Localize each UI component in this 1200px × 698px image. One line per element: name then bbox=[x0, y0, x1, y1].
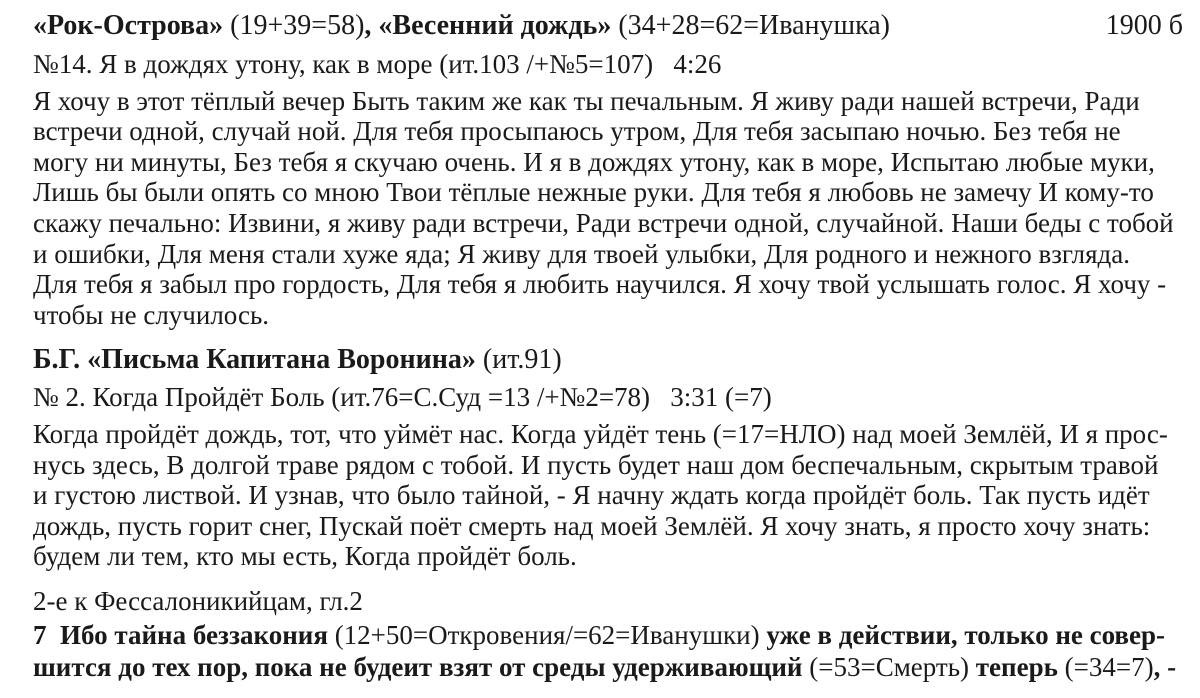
lyrics-line: могу ни минуты, Без тебя я скучаю очень. И я в дождях утону, как в море, Испытаю любые муки, bbox=[33, 146, 1155, 177]
lyrics-line: будем ли тем, кто мы есть, Когда пройдёт боль. bbox=[33, 541, 577, 572]
lyrics-line: и ошибки, Для меня стали хуже яда; Я живу для твоей улыбки, Для родного и нежного взгляда. bbox=[33, 238, 1130, 269]
bg-album-header-line bbox=[33, 344, 1183, 375]
verse-bold-run: теперь bbox=[975, 651, 1058, 682]
track-line-14: №14. Я в дождях утону, как в море (ит.103 /+№5=107) 4:26 bbox=[33, 49, 722, 79]
verse-bold-run: шится до тех пор, пока не будеит взят от среды удерживающий bbox=[33, 651, 803, 682]
lyrics-line: встречи одной, случай ной. Для тебя просыпаюсь утром, Для тебя засыпаю ночью. Без тебя не bbox=[33, 116, 1121, 147]
album-calc-1: (19+39=58) bbox=[223, 10, 365, 41]
album-titles bbox=[33, 10, 890, 41]
bg-album-title: Б.Г. «Письма Капитана Воронина» bbox=[33, 344, 476, 376]
lyrics-paragraph-1 bbox=[33, 86, 1183, 331]
verse-line bbox=[33, 651, 1183, 683]
verse-calc-run: (=34=7) bbox=[1057, 651, 1154, 682]
album-title-vesenniy-dozhd: , «Весенний дождь» bbox=[364, 10, 612, 41]
track-line-2: № 2. Когда Пройдёт Боль (ит.76=С.Суд =13 /+№2=78) 3:31 (=7) bbox=[33, 382, 772, 413]
bg-album-calc: (ит.91) bbox=[475, 344, 562, 376]
page-ref: 1900 б bbox=[1105, 10, 1183, 41]
lyrics-line: и густою листвой. И узнав, что было тайной, - Я начну ждать когда пройдёт боль. Так пусть идёт bbox=[33, 480, 1150, 511]
lyrics-line: Когда пройдёт дождь, тот, что уймёт нас. Когда уйдёт тень (=17=НЛО) над моей Землёй, И я прос- bbox=[33, 418, 1168, 449]
lyrics-line: скажу печально: Извини, я живу ради встречи, Ради встречи одной, случайной. Наши беды с тобой bbox=[33, 207, 1174, 238]
album-header-line bbox=[33, 10, 1183, 41]
album-calc-2: (34+28=62=Иванушка) bbox=[611, 10, 891, 41]
lyrics-paragraph-2 bbox=[33, 419, 1183, 572]
lyrics-line: дождь, пусть горит снег, Пускай поёт смерть над моей Землёй. Я хочу знать, я просто хочу знать: bbox=[33, 510, 1151, 541]
verse-calc-run: (12+50=Откровения/=62=Иванушки) bbox=[327, 619, 767, 650]
bible-verse-paragraph bbox=[33, 619, 1183, 683]
lyrics-line: Для тебя я забыл про гордость, Для тебя я любить научился. Я хочу твой услышать голос. Я хочу - bbox=[33, 269, 1167, 300]
lyrics-line: Я хочу в этот тёплый вечер Быть таким же как ты печальным. Я живу ради нашей встречи, Ради bbox=[33, 85, 1140, 116]
verse-bold-run: уже в действии, только не совер- bbox=[766, 619, 1165, 650]
thessalonians-reference-line: 2-е к Фессалоникийцам, гл.2 bbox=[33, 585, 363, 616]
verse-bold-run: , - bbox=[1153, 651, 1177, 682]
lyrics-line: Лишь бы были опять со мною Твои тёплые нежные руки. Для тебя я любовь не замечу И кому-то bbox=[33, 177, 1154, 208]
lyrics-line: чтобы не случилось. bbox=[33, 299, 270, 330]
album-title-rok-ostrova: «Рок-Острова» bbox=[33, 10, 224, 41]
verse-bold-run: 7 Ибо тайна беззакония bbox=[33, 619, 328, 650]
verse-calc-run: (=53=Смерть) bbox=[802, 651, 976, 682]
lyrics-line: нусь здесь, В долгой траве рядом с тобой. И пусть будет наш дом беспечальным, скрытым травой bbox=[33, 449, 1159, 480]
verse-line bbox=[33, 619, 1183, 651]
